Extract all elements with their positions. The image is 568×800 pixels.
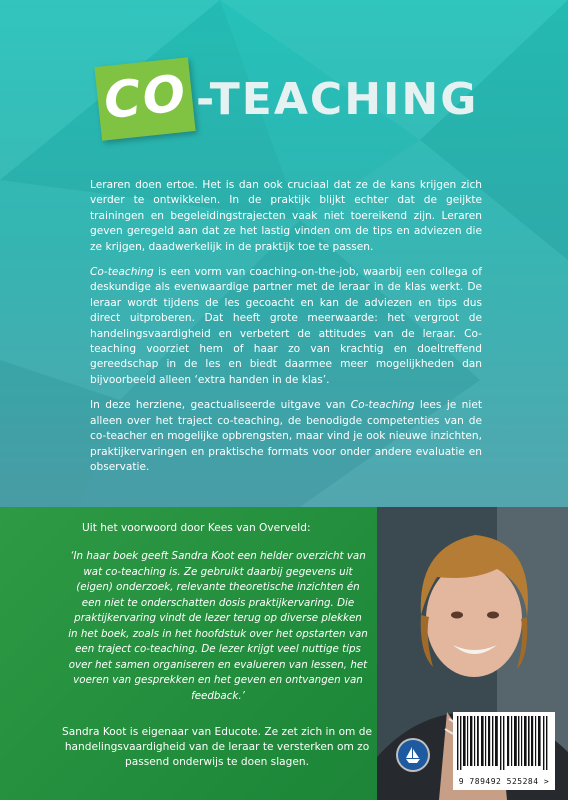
blurb-paragraph-3-lead: In deze herziene, geactualiseerde uitgave van [90, 399, 351, 412]
blurb-paragraph-2 [90, 265, 482, 388]
foreword-intro: Uit het voorwoord door Kees van Overveld: [82, 522, 311, 534]
blurb-paragraph-2-text: is een vorm van coaching-on-the-job, waarbij een collega of deskundige als evenwaardige partner met de leraar in de klas werkt. De leraar wordt tijdens de les gecoacht en kan de adviezen en tips dus direct uitproberen. Dat heeft grote meerwaarde: het vergroot de handelingsvaardigheid en verbetert de attitudes van de leraar. Co-teaching voorziet hem of haar zo van krachtig en doeltreffend gereedschap in de les en biedt daarmee meer mogelijkheden dan bijvoorbeeld alleen ‘extra handen in de klas’. [90, 266, 482, 386]
foreword-quote: ‘In haar boek geeft Sandra Koot een helder overzicht van wat co-teaching is. Ze gebruikt daarbij gegevens uit (eigen) onderzoek, relevante theoretische inzichten én een niet te onderschatten dosis praktijkervaring. Die praktijkervaring vindt de lezer terug op diverse plekken in het boek, zoals in het hoofdstuk over het opstarten van een traject co-teaching. De lezer krijgt veel nuttige tips over het samen organiseren en evalueren van lessen, het voeren van gesprekken en het geven en ontvangen van feedback.’ [68, 550, 368, 702]
isbn-barcode [453, 712, 555, 790]
blurb-paragraph-1: Leraren doen ertoe. Het is dan ook cruciaal dat ze de kans krijgen zich verder te ontwikkelen. In de praktijk blijkt echter dat de geijkte trainingen en begeleidingstrajecten vaak niet toereikend zijn. Leraren geven geregeld aan dat ze het lastig vinden om de tips en adviezen die ze krijgen, daadwerkelijk in de praktijk toe te passen. [90, 179, 482, 253]
publisher-logo [398, 740, 428, 770]
blurb-paragraph-3-text: lees je niet alleen over het traject co-teaching, de benodigde competenties van de co-teacher en mogelijke opbrengsten, maar vind je ook nieuwe inzichten, praktijkervaringen en praktische formats voor onder andere evaluatie en observatie. [90, 399, 482, 473]
title-co: CO [101, 63, 191, 131]
author-bio: Sandra Koot is eigenaar van Educote. Ze zet zich in om de handelingsvaardigheid van de leraar te versterken om zo passend onderwijs te doen slagen. [61, 726, 372, 768]
blurb-text [90, 178, 482, 485]
ship-icon [398, 740, 428, 770]
book-title [98, 60, 538, 136]
barcode-bars [453, 712, 555, 774]
blurb-emphasis: Co-teaching [90, 266, 154, 279]
blurb-emphasis-2: Co-teaching [350, 399, 415, 412]
title-teaching: -TEACHING [196, 74, 479, 125]
blurb-paragraph-3 [90, 398, 482, 475]
isbn-number: 9 789492 525284 > [458, 777, 550, 786]
